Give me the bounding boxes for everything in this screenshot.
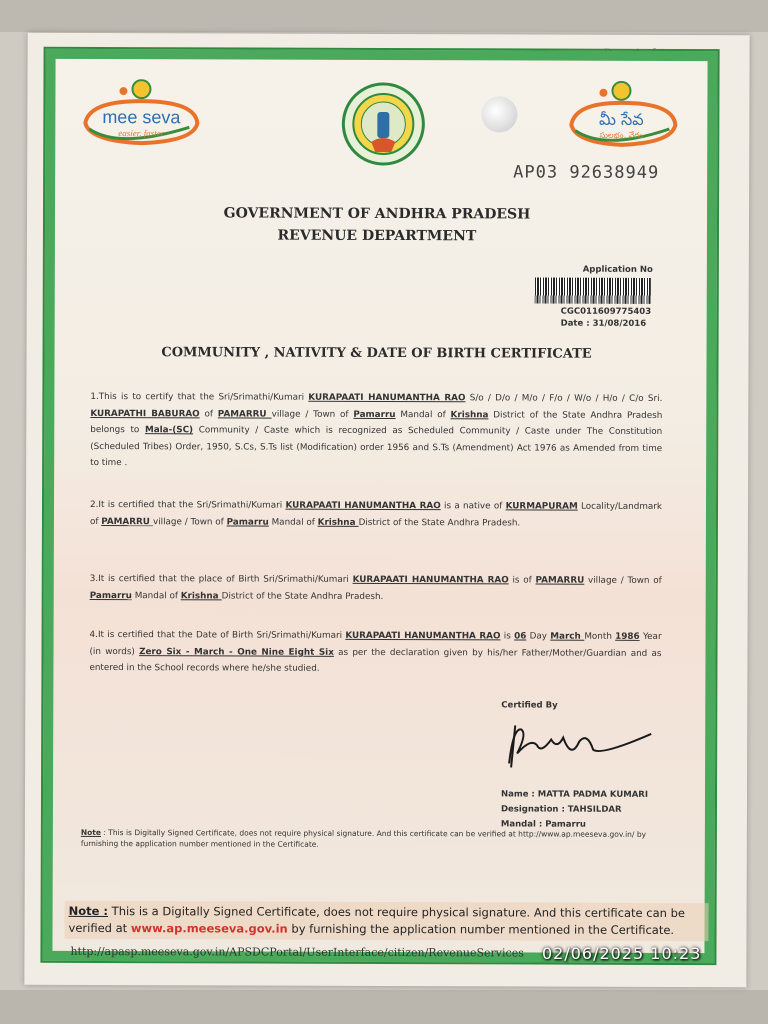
photo-background-bottom [0, 990, 768, 1024]
certificate-paper [24, 33, 749, 988]
paragraph-nativity: 2.It is certified that the Sri/Srimathi/Kumari KURAPAATI HANUMANTHA RAO is a native of KURMAPURAM Locality/Landmark of PAMARRU village / Town of Pamarru Mandal of Krishna District of the State Andhra Pradesh. [89, 499, 663, 528]
signatory-designation: Designation : TAHSILDAR [500, 804, 622, 815]
certificate-title: COMMUNITY , NATIVITY & DATE OF BIRTH CERTIFICATE [161, 345, 592, 362]
government-heading: GOVERNMENT OF ANDHRA PRADESH [223, 205, 531, 223]
barcode-image [535, 278, 651, 304]
photo-background-top [0, 0, 768, 32]
village-name: PAMARRU [217, 408, 272, 420]
mandal-name: Pamarru [353, 409, 396, 420]
application-number: CGC011609775403 [560, 306, 652, 317]
application-block [531, 265, 671, 329]
caste-name: Mala-(SC) [144, 425, 194, 436]
ap-state-emblem-icon [341, 82, 425, 166]
department-heading: REVENUE DEPARTMENT [277, 227, 477, 245]
village-name: PAMARRU [535, 575, 585, 586]
signatory-mandal: Mandal : Pamarru [500, 819, 586, 830]
meeseva-brand-text: mee seva [102, 107, 181, 128]
handwritten-signature-image [501, 719, 661, 772]
digital-signature-note-small: Note : This is Digitally Signed Certificate, does not require physical signature. And this certificate can be verified at http://www.ap.meeseva.gov.in/ by furnishing the application number mentioned in the Certificate. [80, 827, 647, 849]
holder-name: KURAPAATI HANUMANTHA RAO [352, 574, 509, 586]
hologram-sticker [481, 96, 517, 132]
verification-link[interactable]: www.ap.meeseva.gov.in [130, 921, 288, 936]
application-number-label: Application No [582, 264, 653, 275]
holder-name: KURAPAATI HANUMANTHA RAO [308, 392, 466, 404]
district-name: Krishna [180, 590, 222, 601]
certified-by-label: Certified By [501, 700, 558, 711]
meeseva-logo-right [565, 81, 681, 151]
photo-timestamp: 02/06/2025 10:23 [542, 944, 702, 963]
meeseva-logo-left [79, 79, 203, 149]
application-date: Date : 31/08/2016 [560, 318, 647, 329]
holder-name: KURAPAATI HANUMANTHA RAO [285, 500, 441, 512]
mandal-name: Pamarru [89, 590, 132, 601]
birth-date-words: Zero Six - March - One Nine Eight Six [139, 646, 334, 658]
signature-block [501, 698, 701, 833]
mandal-name: Pamarru [226, 516, 269, 528]
serial-number: AP03 92638949 [513, 162, 660, 183]
signatory-name: Name : MATTA PADMA KUMARI [500, 789, 649, 800]
paragraph-place-of-birth: 3.It is certified that the place of Birth Sri/Srimathi/Kumari KURAPAATI HANUMANTHA RAO is of PAMARRU village / Town of Pamarru Mandal of Krishna District of the State Andhra Pradesh. [89, 573, 662, 602]
locality-name: KURMAPURAM [505, 501, 578, 512]
birth-year: 1986 [615, 631, 640, 642]
district-name: Krishna [317, 517, 359, 528]
meeseva-telugu-brand-text: మీ సేవ [599, 109, 644, 129]
birth-day: 06 [514, 631, 527, 642]
district-name: Krishna [450, 409, 489, 420]
footer-url: http://apasp.meeseva.gov.in/APSDCPortal/UserInterface/citizen/RevenueServices [70, 944, 524, 960]
holder-name: KURAPAATI HANUMANTHA RAO [345, 630, 501, 642]
digital-signature-note-large: Note : This is a Digitally Signed Certificate, does not require physical signature. And this certificate can be verified at www.ap.meeseva.gov.in by furnishing the application number mentioned in the Certificate. [65, 901, 709, 941]
birth-month: March [550, 631, 585, 642]
paragraph-community: 1.This is to certify that the Sri/Srimathi/Kumari KURAPAATI HANUMANTHA RAO S/o / D/o / M/o / F/o / W/o / H/o / C/o Sri. KURAPATHI BABURAO of PAMARRU village / Town of Pamarru Mandal of Krishna District of the State Andhra Pradesh belongs to Mala-(SC) Community / Caste which is recognized as Scheduled Community / Caste under The Constitution (Scheduled Tribes) Order, 1950, S.Cs, S.Ts list (Modification) order 1956 and S.Ts (Amendment) Act 1976 as Amended from time to time . [90, 391, 663, 469]
meeseva-tagline-text: easier, faster [118, 128, 165, 139]
meeseva-telugu-tagline-text: సులభం, వేగం [599, 130, 644, 140]
village-name: PAMARRU [101, 516, 154, 527]
paragraph-date-of-birth: 4.It is certified that the Date of Birth Sri/Srimathi/Kumari KURAPAATI HANUMANTHA RAO is 06 Day March Month 1986 Year (in words) Zero Six - March - One Nine Eight Six as per the declaration given by his/her Father/Mother/Guardian and as entered in the School records where he/she studied. [89, 629, 662, 674]
father-name: KURAPATHI BABURAO [90, 408, 200, 419]
